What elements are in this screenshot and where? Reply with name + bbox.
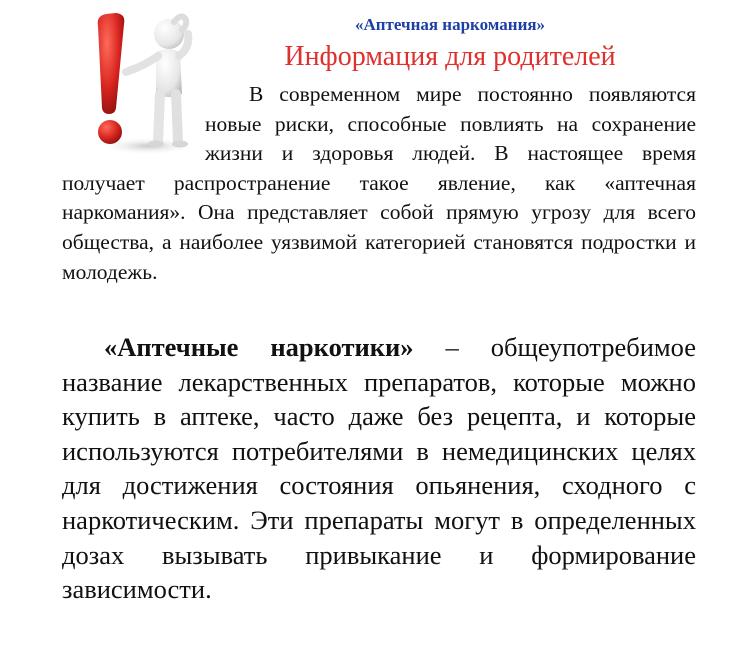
header-subtitle: Информация для родителей: [284, 41, 616, 72]
figure-wrap-spacer: [62, 80, 205, 166]
intro-paragraph: [62, 80, 696, 287]
main-paragraph: [62, 330, 696, 607]
intro-text: В современном мире постоянно появляются новые риски, способные повлиять на сохранение жизни и здоровья людей. В настоящее время получает распространение такое явление, как «аптечная наркомания». Она представляет собой прямую угрозу для всего общества, а наиболее уязвимой категорией становятся подростки и молодежь.: [62, 82, 696, 284]
main-text: – общеупотребимое название лекарственных препаратов, которые можно купить в аптеке, часто даже без рецепта, и которые используются потребителями в немедицинских целях для достижения состояния опьянения, сходного с наркотическим. Эти препараты могут в определенных дозах вызывать привыкание и формирование зависимости.: [62, 332, 696, 605]
main-lead-term: «Аптечные наркотики»: [104, 332, 414, 362]
header-kicker: «Аптечная наркомания»: [354, 15, 546, 34]
